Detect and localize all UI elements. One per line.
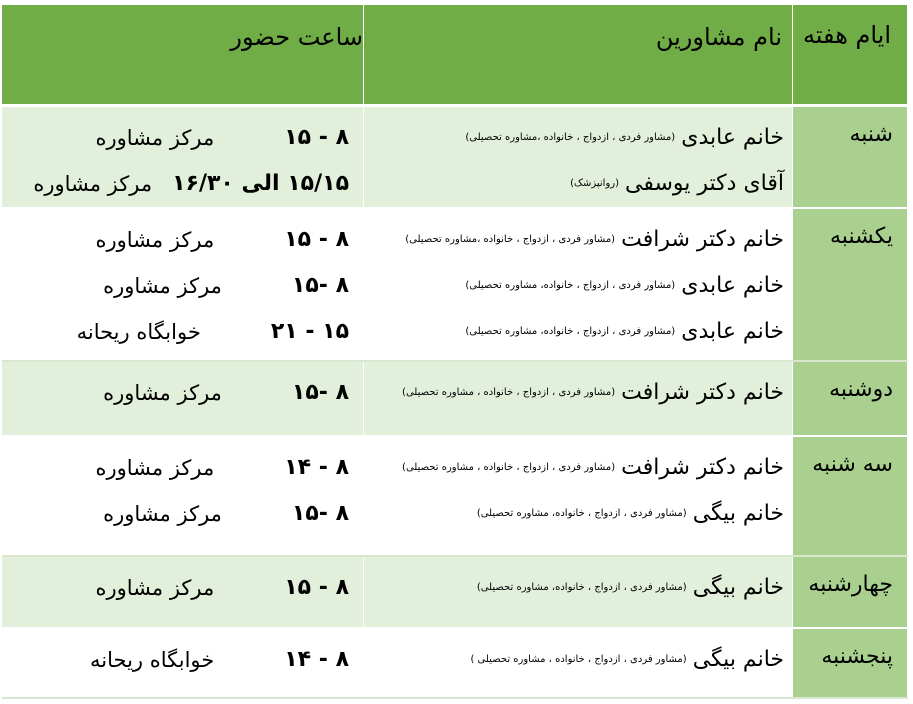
consultant-name: خانم عابدی [681,125,784,150]
header-hours-cell [2,5,364,105]
hours-entry [6,161,355,207]
day-cell [793,105,908,208]
hours-entry [6,491,355,537]
hours-entry [6,309,355,355]
header-hours-label: ساعت حضور [230,23,363,51]
consultant-name: خانم دکتر شرافت [621,227,784,252]
day-cell [793,628,908,698]
location: مرکز مشاوره [95,227,215,252]
consultant-specialty: (مشاور فردی ، ازدواج ، خانواده ، مشاوره تحصیلی ) [470,654,687,665]
hours-cell [2,436,364,556]
table-row [2,556,908,628]
day-name: دوشنبه [829,376,893,402]
day-name: پنجشنبه [821,643,893,669]
consultant-entry [368,565,784,611]
consultant-specialty: (مشاور فردی ، ازدواج ، خانواده، مشاوره تحصیلی) [476,508,687,519]
hours-entry [6,637,355,683]
consultant-specialty: (مشاور فردی ، ازدواج ، خانواده ،مشاوره تحصیلی) [465,132,676,143]
location: مرکز مشاوره [103,273,222,298]
consultant-name: خانم بیگی [692,647,784,672]
day-cell [793,436,908,556]
header-row [2,5,908,105]
time-range: ۸ - ۱۴ [284,455,349,480]
consultant-name: خانم بیگی [692,501,784,526]
hours-cell [2,556,364,628]
table-row [2,628,908,698]
consultants-cell [364,105,793,208]
consultant-specialty: (مشاور فردی ، ازدواج ، خانواده ،مشاوره تحصیلی) [405,234,616,245]
table-row [2,105,908,208]
header-day-cell [793,5,908,105]
location: مرکز مشاوره [103,501,222,526]
consultant-schedule-table [2,5,908,699]
hours-cell [2,105,364,208]
consultant-name: خانم دکتر شرافت [621,455,784,480]
consultants-cell [364,208,793,361]
consultant-entry [368,309,784,355]
consultant-entry [368,445,784,491]
consultant-specialty: (مشاور فردی ، ازدواج ، خانواده، مشاوره تحصیلی) [465,280,676,291]
consultants-cell [364,556,793,628]
day-name: چهارشنبه [808,571,893,597]
consultant-entry [368,161,784,207]
day-cell [793,556,908,628]
time-range: ۸ - ۱۵ [284,575,349,600]
consultant-specialty: (مشاور فردی ، ازدواج ، خانواده، مشاوره تحصیلی) [465,326,676,337]
consultant-entry [368,491,784,537]
consultant-specialty: (روانپزشک) [570,178,620,189]
location: مرکز مشاوره [33,171,153,196]
hours-entry [6,565,355,611]
day-name: شنبه [849,121,893,147]
time-range: ۸ -۱۵ [291,273,349,298]
hours-entry [6,445,355,491]
time-range: ۸ - ۱۵ [284,125,349,150]
location: خوابگاه ریحانه [76,319,201,344]
consultant-name: خانم عابدی [681,319,784,344]
consultant-specialty: (مشاور فردی ، ازدواج ، خانواده ، مشاوره تحصیلی) [402,387,616,398]
hours-cell [2,208,364,361]
time-range: ۸ -۱۵ [291,380,349,405]
consultant-name: آقای دکتر یوسفی [625,171,784,196]
location: مرکز مشاوره [95,575,215,600]
consultant-entry [368,115,784,161]
consultant-specialty: (مشاور فردی ، ازدواج ، خانواده ، مشاوره تحصیلی) [402,462,616,473]
day-name: سه شنبه [812,451,893,477]
day-cell [793,208,908,361]
day-cell [793,361,908,436]
time-range: ۱۵ - ۲۱ [270,319,349,344]
location: مرکز مشاوره [95,125,215,150]
table-row [2,436,908,556]
header-consultant-cell [364,5,793,105]
consultants-cell [364,361,793,436]
table-row [2,208,908,361]
consultant-name: خانم عابدی [681,273,784,298]
consultants-cell [364,628,793,698]
location: خوابگاه ریحانه [90,647,215,672]
time-range: ۸ -۱۵ [291,501,349,526]
location: مرکز مشاوره [103,380,222,405]
consultant-name: خانم بیگی [692,575,784,600]
hours-cell [2,628,364,698]
consultant-specialty: (مشاور فردی ، ازدواج ، خانواده، مشاوره تحصیلی) [476,582,687,593]
day-name: یکشنبه [830,223,893,249]
location: مرکز مشاوره [95,455,215,480]
header-day-label: ایام هفته [802,21,891,49]
hours-cell [2,361,364,436]
hours-entry [6,263,355,309]
time-range: ۸ - ۱۴ [284,647,349,672]
header-consultant-label: نام مشاورین [655,23,782,51]
hours-entry [6,217,355,263]
table-row [2,361,908,436]
consultant-name: خانم دکتر شرافت [621,380,784,405]
consultant-entry [368,637,784,683]
consultants-cell [364,436,793,556]
time-range: ۱۵/۱۵ الی ۱۶/۳۰ [172,171,349,196]
consultant-entry [368,263,784,309]
time-range: ۸ - ۱۵ [284,227,349,252]
consultant-entry [368,370,784,416]
hours-entry [6,115,355,161]
hours-entry [6,370,355,416]
consultant-entry [368,217,784,263]
